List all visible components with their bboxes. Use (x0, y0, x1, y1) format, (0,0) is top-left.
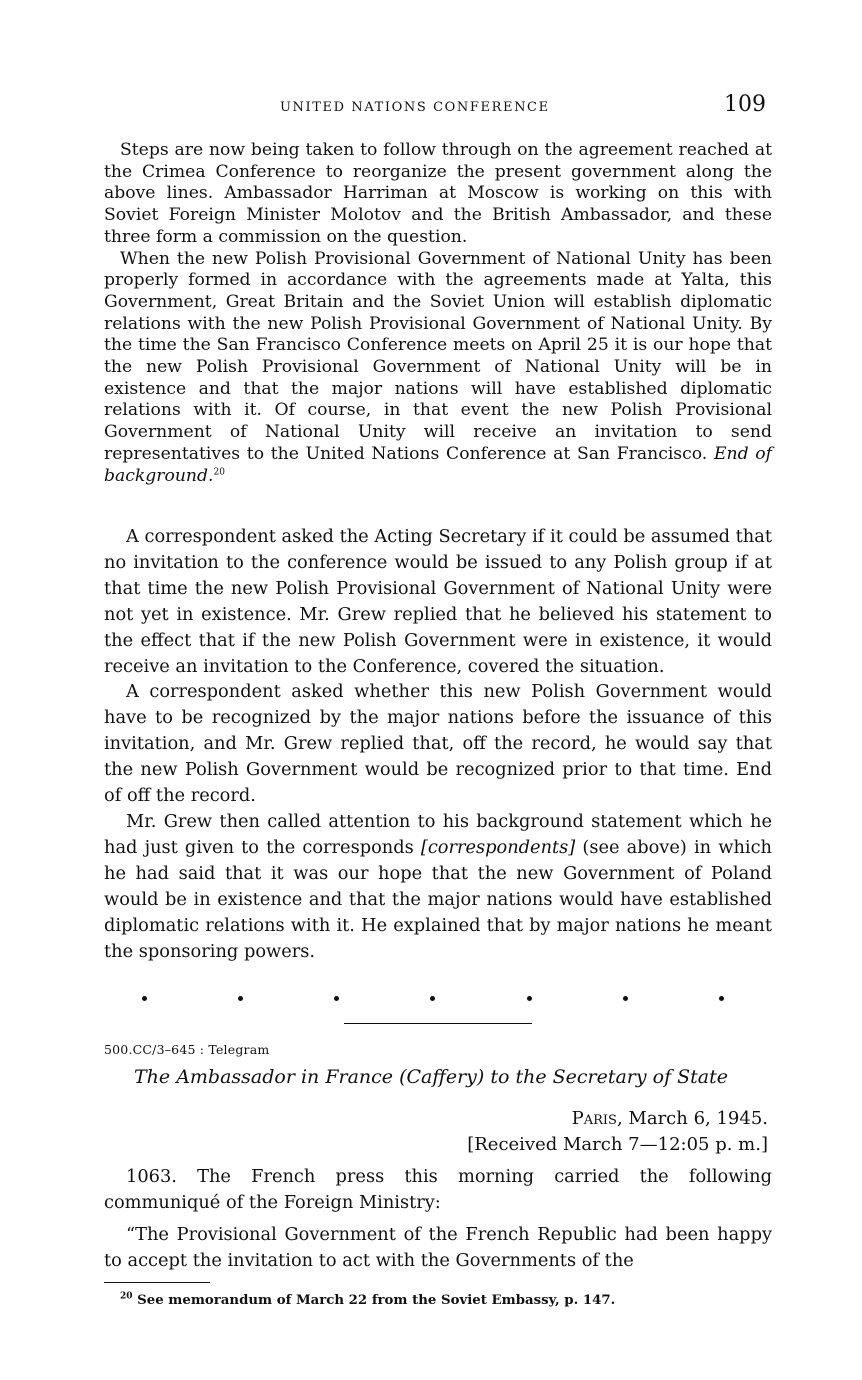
editorial-correction: [correspondents] (420, 836, 576, 858)
body-paragraph-3-end: (see above) in which he had said that it was our hope that the new Government of Poland would be in existence and that the major nations would have established diplomatic relations with it. He explained that by major nations he meant the sponsoring powers. (104, 836, 772, 962)
footnote (120, 1293, 615, 1308)
footnote-divider (104, 1282, 210, 1283)
document-file-number: 500.CC/3–645 : Telegram (104, 1042, 270, 1057)
ellipsis-dot (719, 996, 724, 1001)
dateline-place: Paris, (571, 1108, 623, 1129)
document-title: The Ambassador in France (Caffery) to the Secretary of State (134, 1066, 729, 1088)
ellipsis-dot (142, 996, 147, 1001)
footnote-marker: 20 (120, 1291, 133, 1302)
background-paragraph-1: Steps are now being taken to follow through on the agreement reached at the Crimea Conference to reorganize the present government along the above lines. Ambassador Harriman at Moscow is working on this with Soviet Foreign Minister Molotov and the British Ambassador, and these three form a commission on the question. (104, 140, 772, 247)
dateline-date: March 6, 1945. (628, 1108, 768, 1129)
ellipsis-dot (334, 996, 339, 1001)
page-number: 109 (724, 92, 766, 117)
section-divider (344, 1023, 532, 1024)
ellipsis-dot (238, 996, 243, 1001)
ellipsis-dot (430, 996, 435, 1001)
header-title: UNITED NATIONS CONFERENCE (280, 100, 550, 115)
ellipsis-dot (623, 996, 628, 1001)
background-paragraph-2-text: When the new Polish Provisional Government of National Unity has been properly formed in accordance with the agreements made at Yalta, this Government, Great Britain and the Soviet Union will establish diplomatic relations with the new Polish Provisional Government of National Unity. By the time the San Francisco Conference meets on April 25 it is our hope that the new Polish Provisional Government of National Unity will be in existence and that the major nations will have established diplomatic relations with it. Of course, in that event the new Polish Provisional Government of National Unity will receive an invitation to send representatives to the United Nations Conference at San Francisco. (104, 248, 772, 464)
end-of-background: End of background. (104, 443, 773, 486)
running-header (104, 92, 772, 122)
dateline (572, 1108, 768, 1129)
body-paragraph-2: A correspondent asked whether this new Polish Government would have to be recognized by the major nations before the issuance of this invitation, and Mr. Grew replied that, off the record, he would say that the new Polish Government would be recognized prior to that time. End of off the record. (104, 681, 772, 807)
ellipsis-dot (527, 996, 532, 1001)
telegram-paragraph-1: 1063. The French press this morning carried the following communiqué of the Foreign Ministry: (104, 1166, 772, 1213)
body-paragraph-3 (104, 809, 772, 964)
body-paragraph-3-start: Mr. Grew then called attention to his background statement which he had just given to the corresponds (104, 810, 772, 858)
news-conference-text (104, 524, 772, 964)
document-page (104, 0, 772, 1380)
background-statement (104, 140, 772, 487)
telegram-text (104, 1164, 772, 1274)
received-time: [Received March 7—12:05 p. m.] (467, 1134, 768, 1155)
telegram-paragraph-2: “The Provisional Government of the French Republic had been happy to accept the invitation to act with the Governments of the (104, 1223, 772, 1271)
background-paragraph-2 (104, 249, 772, 488)
footnote-reference: 20 (213, 466, 225, 477)
omission-dots (142, 988, 724, 1008)
body-paragraph-1: A correspondent asked the Acting Secretary if it could be assumed that no invitation to the conference would be issued to any Polish group if at that time the new Polish Provisional Government of National Unity were not yet in existence. Mr. Grew replied that he believed his statement to the effect that if the new Polish Government were in existence, it would receive an invitation to the Conference, covered the situation. (104, 526, 772, 677)
footnote-text: See memorandum of March 22 from the Soviet Embassy, p. 147. (132, 1293, 616, 1308)
